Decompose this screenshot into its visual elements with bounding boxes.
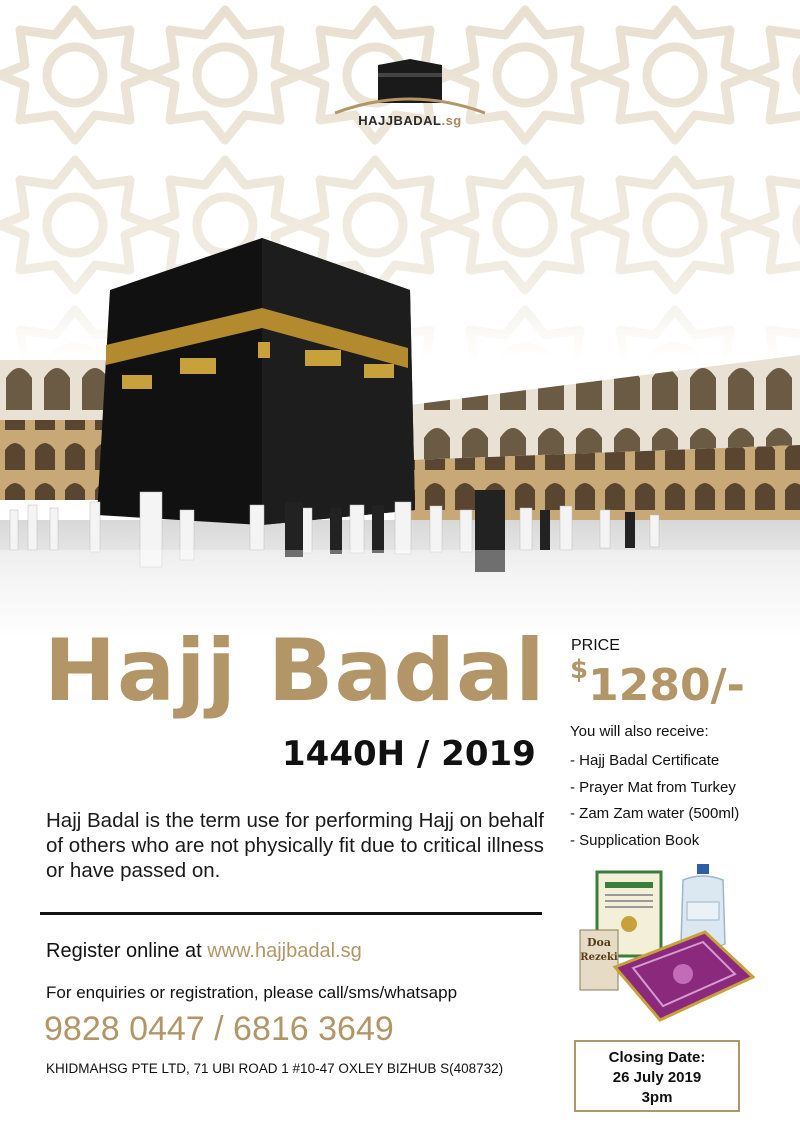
products-image xyxy=(575,862,755,1027)
benefits-list xyxy=(570,748,739,854)
register-line xyxy=(46,940,362,963)
benefit-supplication-book: - Supplication Book xyxy=(570,831,700,849)
price-currency: $ xyxy=(570,655,589,685)
year-subtitle: 1440H / 2019 xyxy=(282,734,536,774)
book-title-line2: Rezeki xyxy=(580,952,618,963)
benefit-certificate: - Hajj Badal Certificate xyxy=(570,752,720,769)
closing-time: 3pm xyxy=(641,1089,673,1106)
closing-label: Closing Date: xyxy=(608,1049,706,1066)
price-amount: 1280/- xyxy=(588,660,745,711)
closing-date: 26 July 2019 xyxy=(612,1069,702,1086)
description: Hajj Badal is the term use for performing Hajj on behalf of others who are not physically fit due to critical illness or have passed on. xyxy=(46,809,544,882)
receive-label: You will also receive: xyxy=(570,723,709,740)
kaaba-scene xyxy=(0,230,800,640)
benefit-prayer-mat: - Prayer Mat from Turkey xyxy=(570,778,736,796)
company-address: KHIDMAHSG PTE LTD, 71 UBI ROAD 1 #10-47 OXLEY BIZHUB S(408732) xyxy=(46,1061,504,1076)
website-link[interactable]: www.hajjbadal.sg xyxy=(207,940,362,962)
brand-logo xyxy=(330,55,490,135)
logo-text xyxy=(330,113,490,128)
closing-date-box xyxy=(574,1040,740,1112)
supplication-book-icon xyxy=(580,930,618,990)
main-title: Hajj Badal xyxy=(44,621,546,721)
register-prefix: Register online at xyxy=(46,940,208,962)
logo-brand: HAJJBADAL xyxy=(358,113,442,128)
kaaba-logo-icon xyxy=(330,55,490,115)
benefit-zamzam-water: - Zam Zam water (500ml) xyxy=(570,805,740,822)
book-title-line1: Doa xyxy=(586,936,612,949)
phone-numbers[interactable]: 9828 0447 / 6816 3649 xyxy=(44,1010,394,1048)
enquiry-text: For enquiries or registration, please call/sms/whatsapp xyxy=(46,983,458,1002)
divider xyxy=(40,912,542,915)
price-value xyxy=(570,655,745,711)
logo-suffix: .sg xyxy=(441,113,462,128)
price-label: PRICE xyxy=(571,637,620,654)
